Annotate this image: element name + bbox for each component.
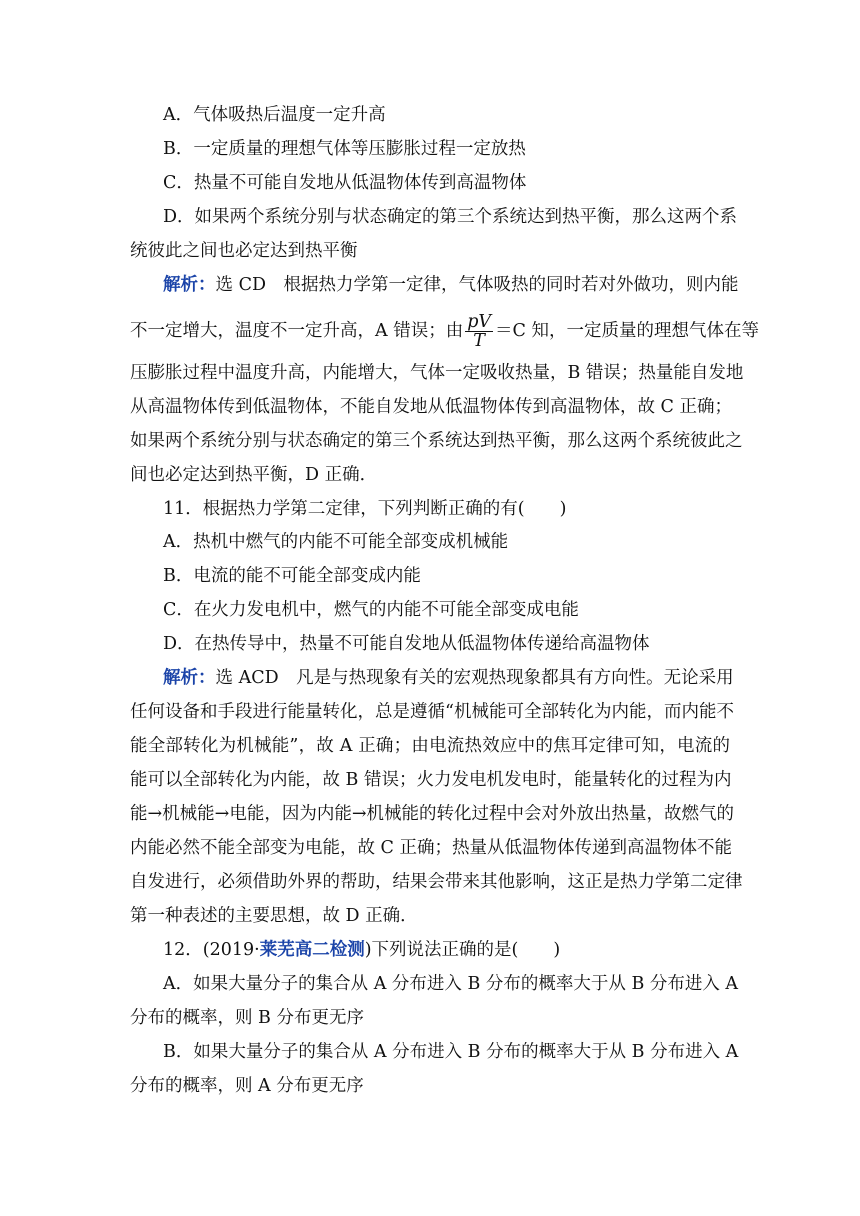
q10-analysis-line2 [130,312,759,351]
q10-option-a: A．气体吸热后温度一定升高 [163,105,386,125]
q11-stem: 11．根据热力学第二定律，下列判断正确的有( ) [163,499,567,519]
q11-option-c: C．在火力发电机中，燃气的内能不可能全部变成电能 [163,600,579,620]
q10-analysis-line4: 从高温物体传到低温物体，不能自发地从低温物体传到高温物体，故 C 正确； [130,397,733,417]
q12-option-b-line1: B．如果大量分子的集合从 A 分布进入 B 分布的概率大于从 B 分布进入 A [163,1042,739,1062]
q12-option-a-line2: 分布的概率，则 B 分布更无序 [130,1008,364,1028]
analysis-label: 解析： [163,275,216,295]
q10-option-b: B．一定质量的理想气体等压膨胀过程一定放热 [163,139,526,159]
q11-analysis-line1 [163,666,734,690]
q11-analysis-line2: 任何设备和手段进行能量转化，总是遵循“机械能可全部转化为内能，而内能不 [130,702,734,722]
fraction-numerator: pV [467,312,492,332]
q10-option-d-line2: 统彼此之间也必定达到热平衡 [130,241,358,261]
q10-analysis-line3: 压膨胀过程中温度升高，内能增大，气体一定吸收热量，B 错误；热量能自发地 [130,363,744,383]
q11-analysis-line4: 能可以全部转化为内能，故 B 错误；火力发电机发电时，能量转化的过程为内 [130,770,732,790]
analysis-text: 选 CD 根据热力学第一定律，气体吸热的同时若对外做功，则内能 [215,275,739,295]
q11-analysis-line7: 自发进行，必须借助外界的帮助，结果会带来其他影响，这正是热力学第二定律 [130,872,743,892]
pv-over-t-fraction [465,313,493,350]
fraction-denominator: T [473,331,485,351]
q11-option-a: A．热机中燃气的内能不可能全部变成机械能 [163,532,509,552]
q12-option-a-line1: A．如果大量分子的集合从 A 分布进入 B 分布的概率大于从 B 分布进入 A [163,974,739,994]
q11-option-b: B．电流的能不可能全部变成内能 [163,566,421,586]
q11-analysis-line5: 能→机械能→电能，因为内能→机械能的转化过程中会对外放出热量，故燃气的 [130,804,734,824]
q10-analysis-line1 [163,273,739,297]
analysis-label: 解析： [163,668,216,688]
analysis-text: 选 ACD 凡是与热现象有关的宏观热现象都具有方向性。无论采用 [215,668,734,688]
analysis-text: ＝C 知，一定质量的理想气体在等 [495,321,759,341]
q10-analysis-line5: 如果两个系统分别与状态确定的第三个系统达到热平衡，那么这两个系统彼此之 [130,431,743,451]
q10-option-d-line1: D．如果两个系统分别与状态确定的第三个系统达到热平衡，那么这两个系 [163,207,738,227]
q12-stem-suffix: )下列说法正确的是( ) [364,940,561,960]
q12-stem [163,938,560,962]
q12-source: 莱芜高二检测 [259,940,365,960]
q12-stem-prefix: 12．(2019· [163,940,260,960]
q11-analysis-line6: 内能必然不能全部变为电能，故 C 正确；热量从低温物体传递到高温物体不能 [130,838,733,858]
q11-option-d: D．在热传导中，热量不可能自发地从低温物体传递给高温物体 [163,634,650,654]
q10-analysis-line6: 间也必定达到热平衡，D 正确． [130,465,378,485]
q10-option-c: C．热量不可能自发地从低温物体传到高温物体 [163,173,527,193]
analysis-text: 不一定增大，温度不一定升高，A 错误；由 [130,321,464,341]
q11-analysis-line3: 能全部转化为机械能”，故 A 正确；由电流热效应中的焦耳定律可知，电流的 [130,736,730,756]
q11-analysis-line8: 第一种表述的主要思想，故 D 正确． [130,906,418,926]
q12-option-b-line2: 分布的概率，则 A 分布更无序 [130,1076,364,1096]
